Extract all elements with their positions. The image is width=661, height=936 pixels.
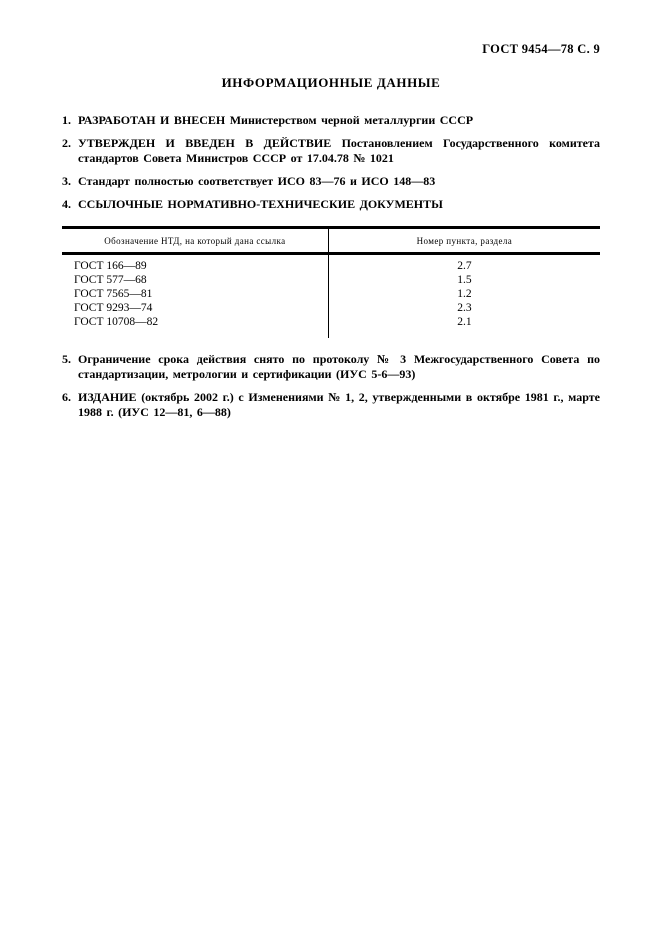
item-number: 5. [62, 352, 71, 366]
table-row [62, 315, 600, 338]
item-number: 4. [62, 197, 71, 211]
list-item-3 [62, 174, 600, 189]
column-header-ntd: Обозначение НТД, на который дана ссылка [62, 228, 328, 254]
item-text: РАЗРАБОТАН И ВНЕСЕН Министерством черной металлургии СССР [78, 113, 474, 127]
cell-section: 1.2 [457, 288, 472, 300]
references-table-body [62, 254, 600, 339]
item-text: ССЫЛОЧНЫЕ НОРМАТИВНО-ТЕХНИЧЕСКИЕ ДОКУМЕНТЫ [78, 197, 443, 211]
standard-reference: ГОСТ 9454—78 С. 9 [482, 42, 600, 56]
list-item-2 [62, 136, 600, 166]
list-item-5 [62, 352, 600, 382]
list-item-4 [62, 197, 600, 212]
item-number: 1. [62, 113, 71, 127]
references-table-head [62, 228, 600, 254]
page-header [62, 42, 600, 57]
item-number: 6. [62, 390, 71, 404]
cell-section: 2.7 [457, 260, 472, 272]
cell-ntd: ГОСТ 10708—82 [62, 315, 328, 338]
table-row [62, 287, 600, 301]
item-text: Ограничение срока действия снято по протоколу № 3 Межгосударственного Совета по стандартизации, метрологии и сертификации (ИУС 5-6—93) [78, 352, 600, 381]
cell-section: 2.3 [457, 302, 472, 314]
cell-section: 1.5 [457, 274, 472, 286]
item-number: 2. [62, 136, 71, 150]
table-row [62, 254, 600, 274]
table-row [62, 273, 600, 287]
list-item-1 [62, 113, 600, 128]
cell-section: 2.1 [457, 316, 472, 328]
item-text: Стандарт полностью соответствует ИСО 83—76 и ИСО 148—83 [78, 174, 436, 188]
cell-ntd: ГОСТ 166—89 [62, 254, 328, 274]
references-table [62, 226, 600, 338]
cell-ntd: ГОСТ 9293—74 [62, 301, 328, 315]
list-item-6 [62, 390, 600, 420]
item-number: 3. [62, 174, 71, 188]
cell-ntd: ГОСТ 7565—81 [62, 287, 328, 301]
page-title: ИНФОРМАЦИОННЫЕ ДАННЫЕ [221, 75, 441, 90]
item-text: ИЗДАНИЕ (октябрь 2002 г.) с Изменениями № 1, 2, утвержденными в октябре 1981 г., марте 1988 г. (ИУС 12—81, 6—88) [78, 390, 600, 419]
numbered-items [62, 113, 600, 420]
table-header-row [62, 228, 600, 254]
column-header-section: Номер пункта, раздела [328, 228, 600, 254]
item-text: УТВЕРЖДЕН И ВВЕДЕН В ДЕЙСТВИЕ Постановлением Государственного комитета стандартов Совета Министров СССР от 17.04.78 № 1021 [78, 136, 600, 165]
table-row [62, 301, 600, 315]
cell-ntd: ГОСТ 577—68 [62, 273, 328, 287]
